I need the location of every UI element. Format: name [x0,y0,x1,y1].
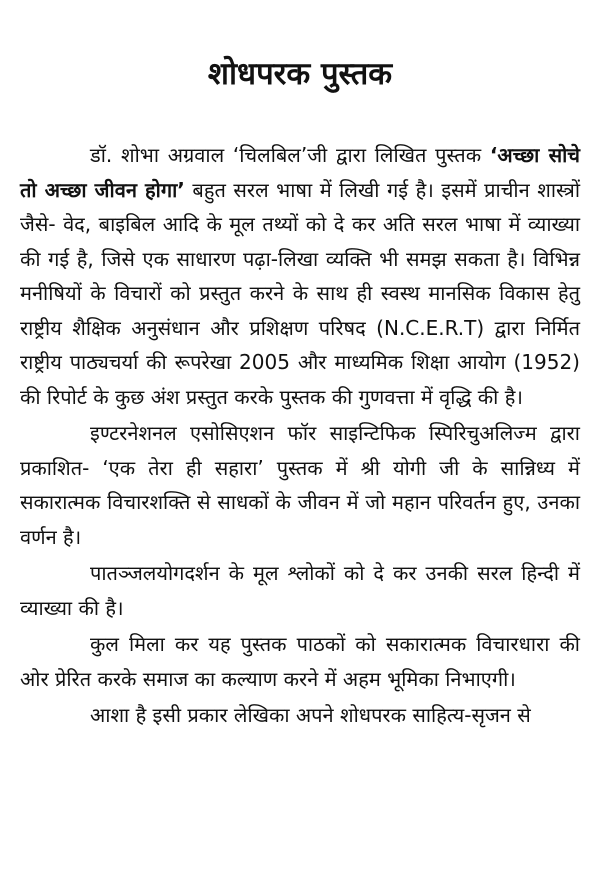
paragraph-1-rest: बहुत सरल भाषा में लिखी गई है। इसमें प्राचीन शास्त्रों जैसे- वेद, बाइबिल आदि के मूल तथ्यों को दे कर अति सरल भाषा में व्याख्या की गई है, जिसे एक साधारण पढ़ा-लिखा व्यक्ति भी समझ सकता है। विभिन्न मनीषियों के विचारों को प्रस्तुत करने के साथ ही स्वस्थ मानसिक विकास हेतु राष्ट्रीय शैक्षिक अनुसंधान और प्रशिक्षण परिषद (N.C.E.R.T) द्वारा निर्मित राष्ट्रीय पाठ्यचर्या की रूपरेखा 2005 और माध्यमिक शिक्षा आयोग (1952) की रिपोर्ट के कुछ अंश प्रस्तुत करके पुस्तक की गुणवत्ता में वृद्धि की है। [20,177,580,409]
paragraph-4: कुल मिला कर यह पुस्तक पाठकों को सकारात्मक विचारधारा की ओर प्रेरित करके समाज का कल्याण करने में अहम भूमिका निभाएगी। [20,632,580,691]
paragraph-3: पातञ्जलयोगदर्शन के मूल श्लोकों को दे कर उनकी सरल हिन्दी में व्याख्या की है। [20,561,580,620]
page-title: शोधपरक पुस्तक [207,56,393,92]
body-text [20,138,580,733]
book-title: ‘अच्छा सोचे तो अच्छा जीवन होगा’ [20,143,580,202]
paragraph-1-lead: डॉ. शोभा अग्रवाल ‘चिलबिल’जी द्वारा लिखित पुस्तक [90,143,490,167]
paragraph-5: आशा है इसी प्रकार लेखिका अपने शोधपरक साहित्य-सृजन से [90,703,531,727]
paragraph-2: इण्टरनेशनल एसोसिएशन फॉर साइन्टिफिक स्पिरिचुअलिज्म द्वारा प्रकाशित- ‘एक तेरा ही सहारा’ पुस्तक में श्री योगी जी के सान्निध्य में सकारात्मक विचारशक्ति से साधकों के जीवन में जो महान परिवर्तन हुए, उनका वर्णन है। [20,421,580,549]
paragraph-1 [20,138,580,414]
